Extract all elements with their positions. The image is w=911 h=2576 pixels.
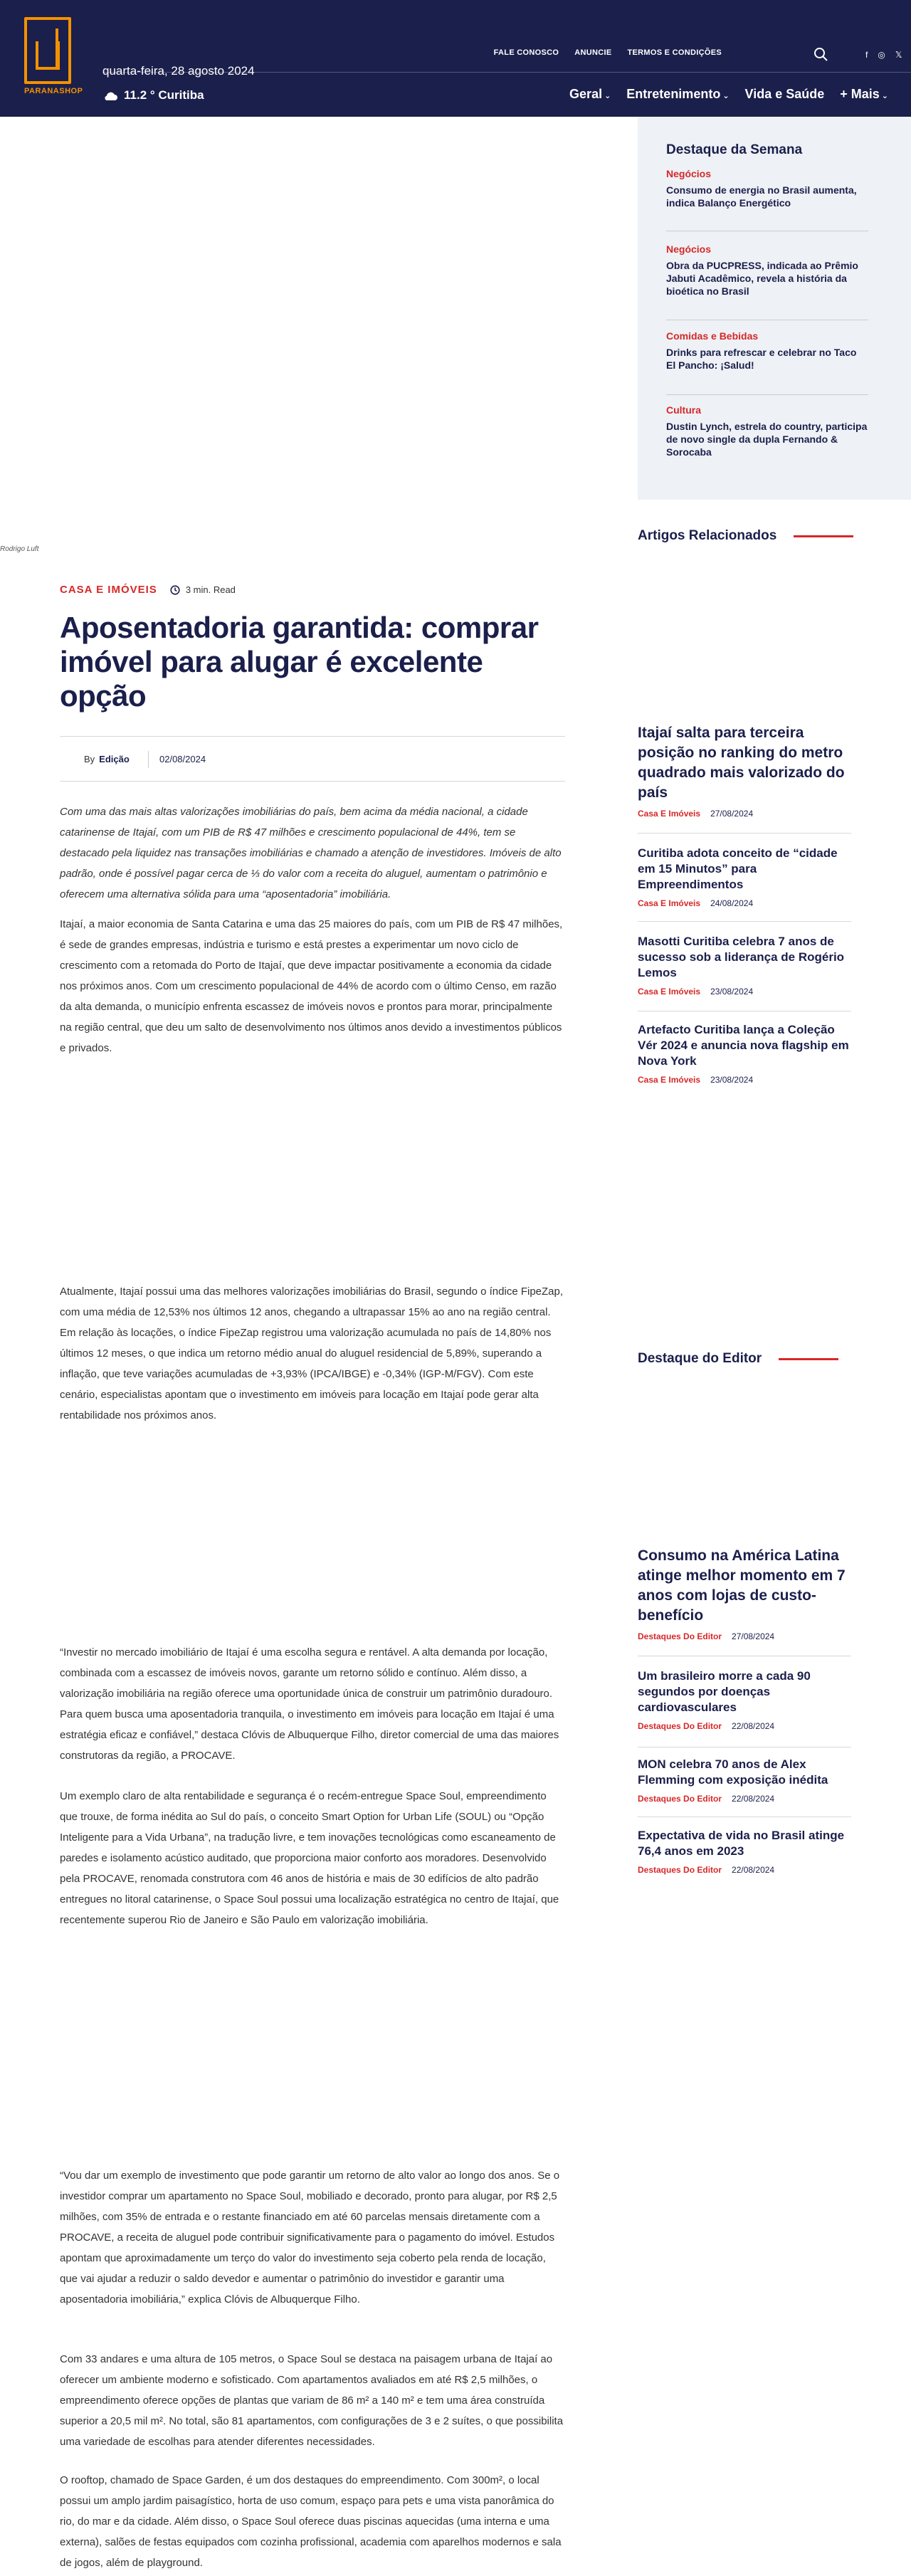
chevron-down-icon: ⌄ xyxy=(604,92,611,100)
article-paragraph: O rooftop, chamado de Space Garden, é um dos destaques do empreendimento. Com 300m², o local possui um amplo jardim paisagístico, horta de uso comum, espaço para pets e uma vista panorâmica do rio, do mar e da cidade. Além disso, o Space Soul oferece duas piscinas aquecidas (uma interna e uma externa), salões de festas equipados com cozinha profissional, academia com aparelhos modernos e sala de jogos, além de playground. xyxy=(60,2474,562,2569)
related-item-title[interactable]: Curitiba adota conceito de “cidade em 15 Minutos” para Empreendimentos xyxy=(638,846,838,891)
article-paragraph: Um exemplo claro de alta rentabilidade e segurança é o recém-entregue Space Soul, empreendimento que trouxe, de forma inédita ao Sul do país, o conceito Smart Option for Urban Life (SOUL) ou “Opção Inteligente para a Vida Urbana”, na tradução livre, e tem inovações tecnológicas como escaneamento de paredes e isolamento acústico auditado, que proporciona maior conforto aos moradores. Desenvolvido pela PROCAVE, renomada construtora com 46 anos de história e mais de 30 edifícios de alto padrão entregues no litoral catarinense, o Space Soul possui uma localização estratégica no centro de Itajaí, que recentemente superou Rio de Janeiro e São Paulo em valorização imobiliária. xyxy=(60,1790,559,1926)
byline-bar xyxy=(60,736,565,782)
editor-item[interactable] xyxy=(638,1546,851,1641)
week-item[interactable] xyxy=(666,243,868,298)
week-item-category[interactable]: Cultura xyxy=(666,404,701,416)
related-item-title[interactable]: Artefacto Curitiba lança a Coleção Vér 2024 e anuncia nova flagship em Nova York xyxy=(638,1023,849,1068)
logo-mark xyxy=(24,17,71,84)
related-item[interactable] xyxy=(638,846,851,908)
nav-vida-saude[interactable]: Vida e Saúde xyxy=(744,87,825,101)
byline: By Edição xyxy=(84,754,130,764)
editor-item[interactable] xyxy=(638,1757,851,1804)
related-item[interactable] xyxy=(638,1022,851,1085)
search-icon[interactable] xyxy=(813,47,828,61)
week-highlights-title: Destaque da Semana xyxy=(666,142,803,157)
social-links xyxy=(865,50,902,60)
advertise-link[interactable]: ANUNCIE xyxy=(574,48,612,57)
main-nav xyxy=(569,87,888,102)
weather-widget xyxy=(102,88,204,102)
editor-heading: Destaque do Editor xyxy=(638,1351,838,1367)
chevron-down-icon: ⌄ xyxy=(881,92,888,100)
cloud-icon xyxy=(102,90,118,101)
editor-item-title[interactable]: Consumo na América Latina atinge melhor momento em 7 anos com lojas de custo-benefício xyxy=(638,1547,846,1624)
editor-item-date: 22/08/2024 xyxy=(732,1794,775,1804)
week-item-title[interactable]: Obra da PUCPRESS, indicada ao Prêmio Jabuti Acadêmico, revela a história da bioética no Brasil xyxy=(666,260,858,297)
site-header xyxy=(0,0,911,117)
related-item-title[interactable]: Masotti Curitiba celebra 7 anos de sucesso sob a liderança de Rogério Lemos xyxy=(638,935,845,979)
top-links xyxy=(494,48,722,57)
publish-date: 02/08/2024 xyxy=(159,754,206,764)
related-item-date: 24/08/2024 xyxy=(710,898,754,908)
x-twitter-icon[interactable]: 𝕏 xyxy=(895,50,902,60)
article-paragraph: Itajaí, a maior economia de Santa Catarina e uma das 25 maiores do país, com um PIB de R$ 47 milhões, é sede de grandes empresas, indústria e turismo e está prestes a experimentar um novo ciclo de crescimento com a retomada do Porto de Itajaí, que deve impactar positivamente a economia da cidade nos próximos anos. Com um crescimento populacional de 44% de acordo com o último Censo, em razão da alta demanda, o município enfrenta escassez de imóveis novos e prontos para morar, principalmente na região central, que deu um salto de desenvolvimento nos últimos anos devido a investimentos públicos e privados. xyxy=(60,918,563,1054)
nav-entretenimento[interactable]: Entretenimento ⌄ xyxy=(626,87,730,101)
editor-item-category[interactable]: Destaques Do Editor xyxy=(638,1631,722,1641)
related-item-category[interactable]: Casa E Imóveis xyxy=(638,987,701,997)
contact-link[interactable]: FALE CONOSCO xyxy=(493,48,559,57)
instagram-icon[interactable]: ◎ xyxy=(878,50,885,60)
terms-link[interactable]: TERMOS E CONDIÇÕES xyxy=(627,48,722,57)
photo-credit: Rodrigo Luft xyxy=(0,545,39,553)
clock-icon xyxy=(170,585,180,595)
weather-text: 11.2 ° Curitiba xyxy=(124,88,204,102)
author-link[interactable]: Edição xyxy=(99,754,130,764)
logo-text: PARANASHOP xyxy=(24,87,83,95)
article-meta xyxy=(60,584,236,596)
related-item-date: 23/08/2024 xyxy=(710,987,754,997)
current-date: quarta-feira, 28 agosto 2024 xyxy=(102,64,255,78)
related-item[interactable] xyxy=(638,934,851,997)
related-item-date: 27/08/2024 xyxy=(710,809,754,819)
related-item-category[interactable]: Casa E Imóveis xyxy=(638,1075,701,1085)
related-item-category[interactable]: Casa E Imóveis xyxy=(638,809,701,819)
editor-item[interactable] xyxy=(638,1668,851,1731)
related-heading: Artigos Relacionados xyxy=(638,528,853,544)
editor-item-title[interactable]: Um brasileiro morre a cada 90 segundos por doenças cardiovasculares xyxy=(638,1669,811,1714)
article-paragraph: “Vou dar um exemplo de investimento que pode garantir um retorno de alto valor ao longo dos anos. Se o investidor comprar um apartamento no Space Soul, mobiliado e decorado, pronto para alugar, por R$ 2,5 milhões, com 35% de entrada e o restante financiado em até 60 parcelas mensais diretamente com a PROCAVE, a receita de aluguel pode contribuir significativamente para o pagamento do imóvel. Estudos apontam que aproximadamente um terço do valor do investimento seja coberto pela renda de locação, que vai ajudar a reduzir o saldo devedor e aumentar o patrimônio do investidor e garantir uma aposentadoria imobiliária,” explica Clóvis de Albuquerque Filho. xyxy=(60,2170,560,2306)
week-item[interactable] xyxy=(666,404,868,458)
week-item-title[interactable]: Consumo de energia no Brasil aumenta, indica Balanço Energético xyxy=(666,184,857,209)
facebook-icon[interactable]: f xyxy=(865,50,868,60)
read-time: 3 min. Read xyxy=(170,584,236,595)
related-item[interactable] xyxy=(638,723,851,819)
editor-item-date: 22/08/2024 xyxy=(732,1721,775,1731)
week-item-title[interactable]: Dustin Lynch, estrela do country, participa de novo single da dupla Fernando & Sorocaba xyxy=(666,421,868,458)
week-highlights xyxy=(638,117,911,500)
nav-geral[interactable]: Geral ⌄ xyxy=(569,87,611,101)
editor-item-title[interactable]: Expectativa de vida no Brasil atinge 76,4 anos em 2023 xyxy=(638,1829,845,1858)
article-paragraph: Atualmente, Itajaí possui uma das melhores valorizações imobiliárias do Brasil, segundo o índice FipeZap, com uma média de 12,53% nos últimos 12 anos, chegando a ultrapassar 15% ao ano na região central. Em relação às locações, o índice FipeZap registrou uma valorização acumulada no país de 14,80% nos últimos 12 meses, o que indica um retorno médio anual do aluguel residencial de 5,89%, superando a inflação, que teve variações acumuladas de +3,93% (IPCA/IBGE) e -0,34% (IGP-M/FGV). Com este cenário, especialistas apontam que o investimento em imóveis para locação em Itajaí pode gerar alta rentabilidade nos próximos anos. xyxy=(60,1286,564,1421)
related-item-title[interactable]: Itajaí salta para terceira posição no ranking do metro quadrado mais valorizado do país xyxy=(638,725,845,801)
chevron-down-icon: ⌄ xyxy=(722,92,730,100)
article-paragraph: “Investir no mercado imobiliário de Itajaí é uma escolha segura e rentável. A alta demanda por locação, combinada com a escassez de imóveis novos, garante um retorno sólido e contínuo. Além disso, a valorização imobiliária na região oferece uma oportunidade única de construir um patrimônio duradouro. Para quem busca uma aposentadoria tranquila, o investimento em imóveis para locação em Itajaí é uma estratégia eficaz e confiável,” destaca Clóvis de Albuquerque Filho, diretor comercial de uma das maiores construtoras da região, a PROCAVE. xyxy=(60,1646,559,1762)
editor-item-category[interactable]: Destaques Do Editor xyxy=(638,1865,722,1875)
editor-item-date: 27/08/2024 xyxy=(732,1631,775,1641)
week-item-category[interactable]: Negócios xyxy=(666,168,712,179)
related-item-category[interactable]: Casa E Imóveis xyxy=(638,898,701,908)
site-logo[interactable] xyxy=(24,17,83,97)
week-item-category[interactable]: Negócios xyxy=(666,243,712,255)
article-category[interactable]: CASA E IMÓVEIS xyxy=(60,584,157,596)
article-paragraph: Com 33 andares e uma altura de 105 metros, o Space Soul se destaca na paisagem urbana de Itajaí ao oferecer um ambiente moderno e sofisticado. Com apartamentos avaliados em até R$ 2,5 milhões, o empreendimento oferece opções de plantas que variam de 86 m² a 140 m² e tem uma área construída superior a 20,5 mil m². No total, são 81 apartamentos, com configurações de 3 e 2 suítes, o que possibilita uma variedade de escolhas para atender diferentes necessidades. xyxy=(60,2353,564,2448)
editor-item-date: 22/08/2024 xyxy=(732,1865,775,1875)
week-item-title[interactable]: Drinks para refrescar e celebrar no Taco El Pancho: ¡Salud! xyxy=(666,347,857,371)
article-title: Aposentadoria garantida: comprar imóvel para alugar é excelente opção xyxy=(60,611,539,713)
header-divider xyxy=(102,72,911,73)
editor-item[interactable] xyxy=(638,1828,851,1875)
editor-item-category[interactable]: Destaques Do Editor xyxy=(638,1721,722,1731)
week-item[interactable] xyxy=(666,168,868,209)
editor-item-title[interactable]: MON celebra 70 anos de Alex Flemming com exposição inédita xyxy=(638,1757,828,1787)
week-item[interactable] xyxy=(666,330,868,372)
article-lead: Com uma das mais altas valorizações imobiliárias do país, bem acima da média nacional, a cidade catarinense de Itajaí, com um PIB de R$ 47 milhões e crescimento populacional de 44%, tem se destacado pela liquidez nas transações imobiliárias e chamado a atenção de investidores. Imóveis de alto padrão, onde é possível pagar cerca de ⅓ do valor com a receita do aluguel, aumentam o patrimônio e oferecem uma alternativa sólida para uma “aposentadoria” imobiliária. xyxy=(60,806,562,900)
editor-item-category[interactable]: Destaques Do Editor xyxy=(638,1794,722,1804)
related-item-date: 23/08/2024 xyxy=(710,1075,754,1085)
nav-mais[interactable]: + Mais ⌄ xyxy=(840,87,888,101)
week-item-category[interactable]: Comidas e Bebidas xyxy=(666,330,759,342)
